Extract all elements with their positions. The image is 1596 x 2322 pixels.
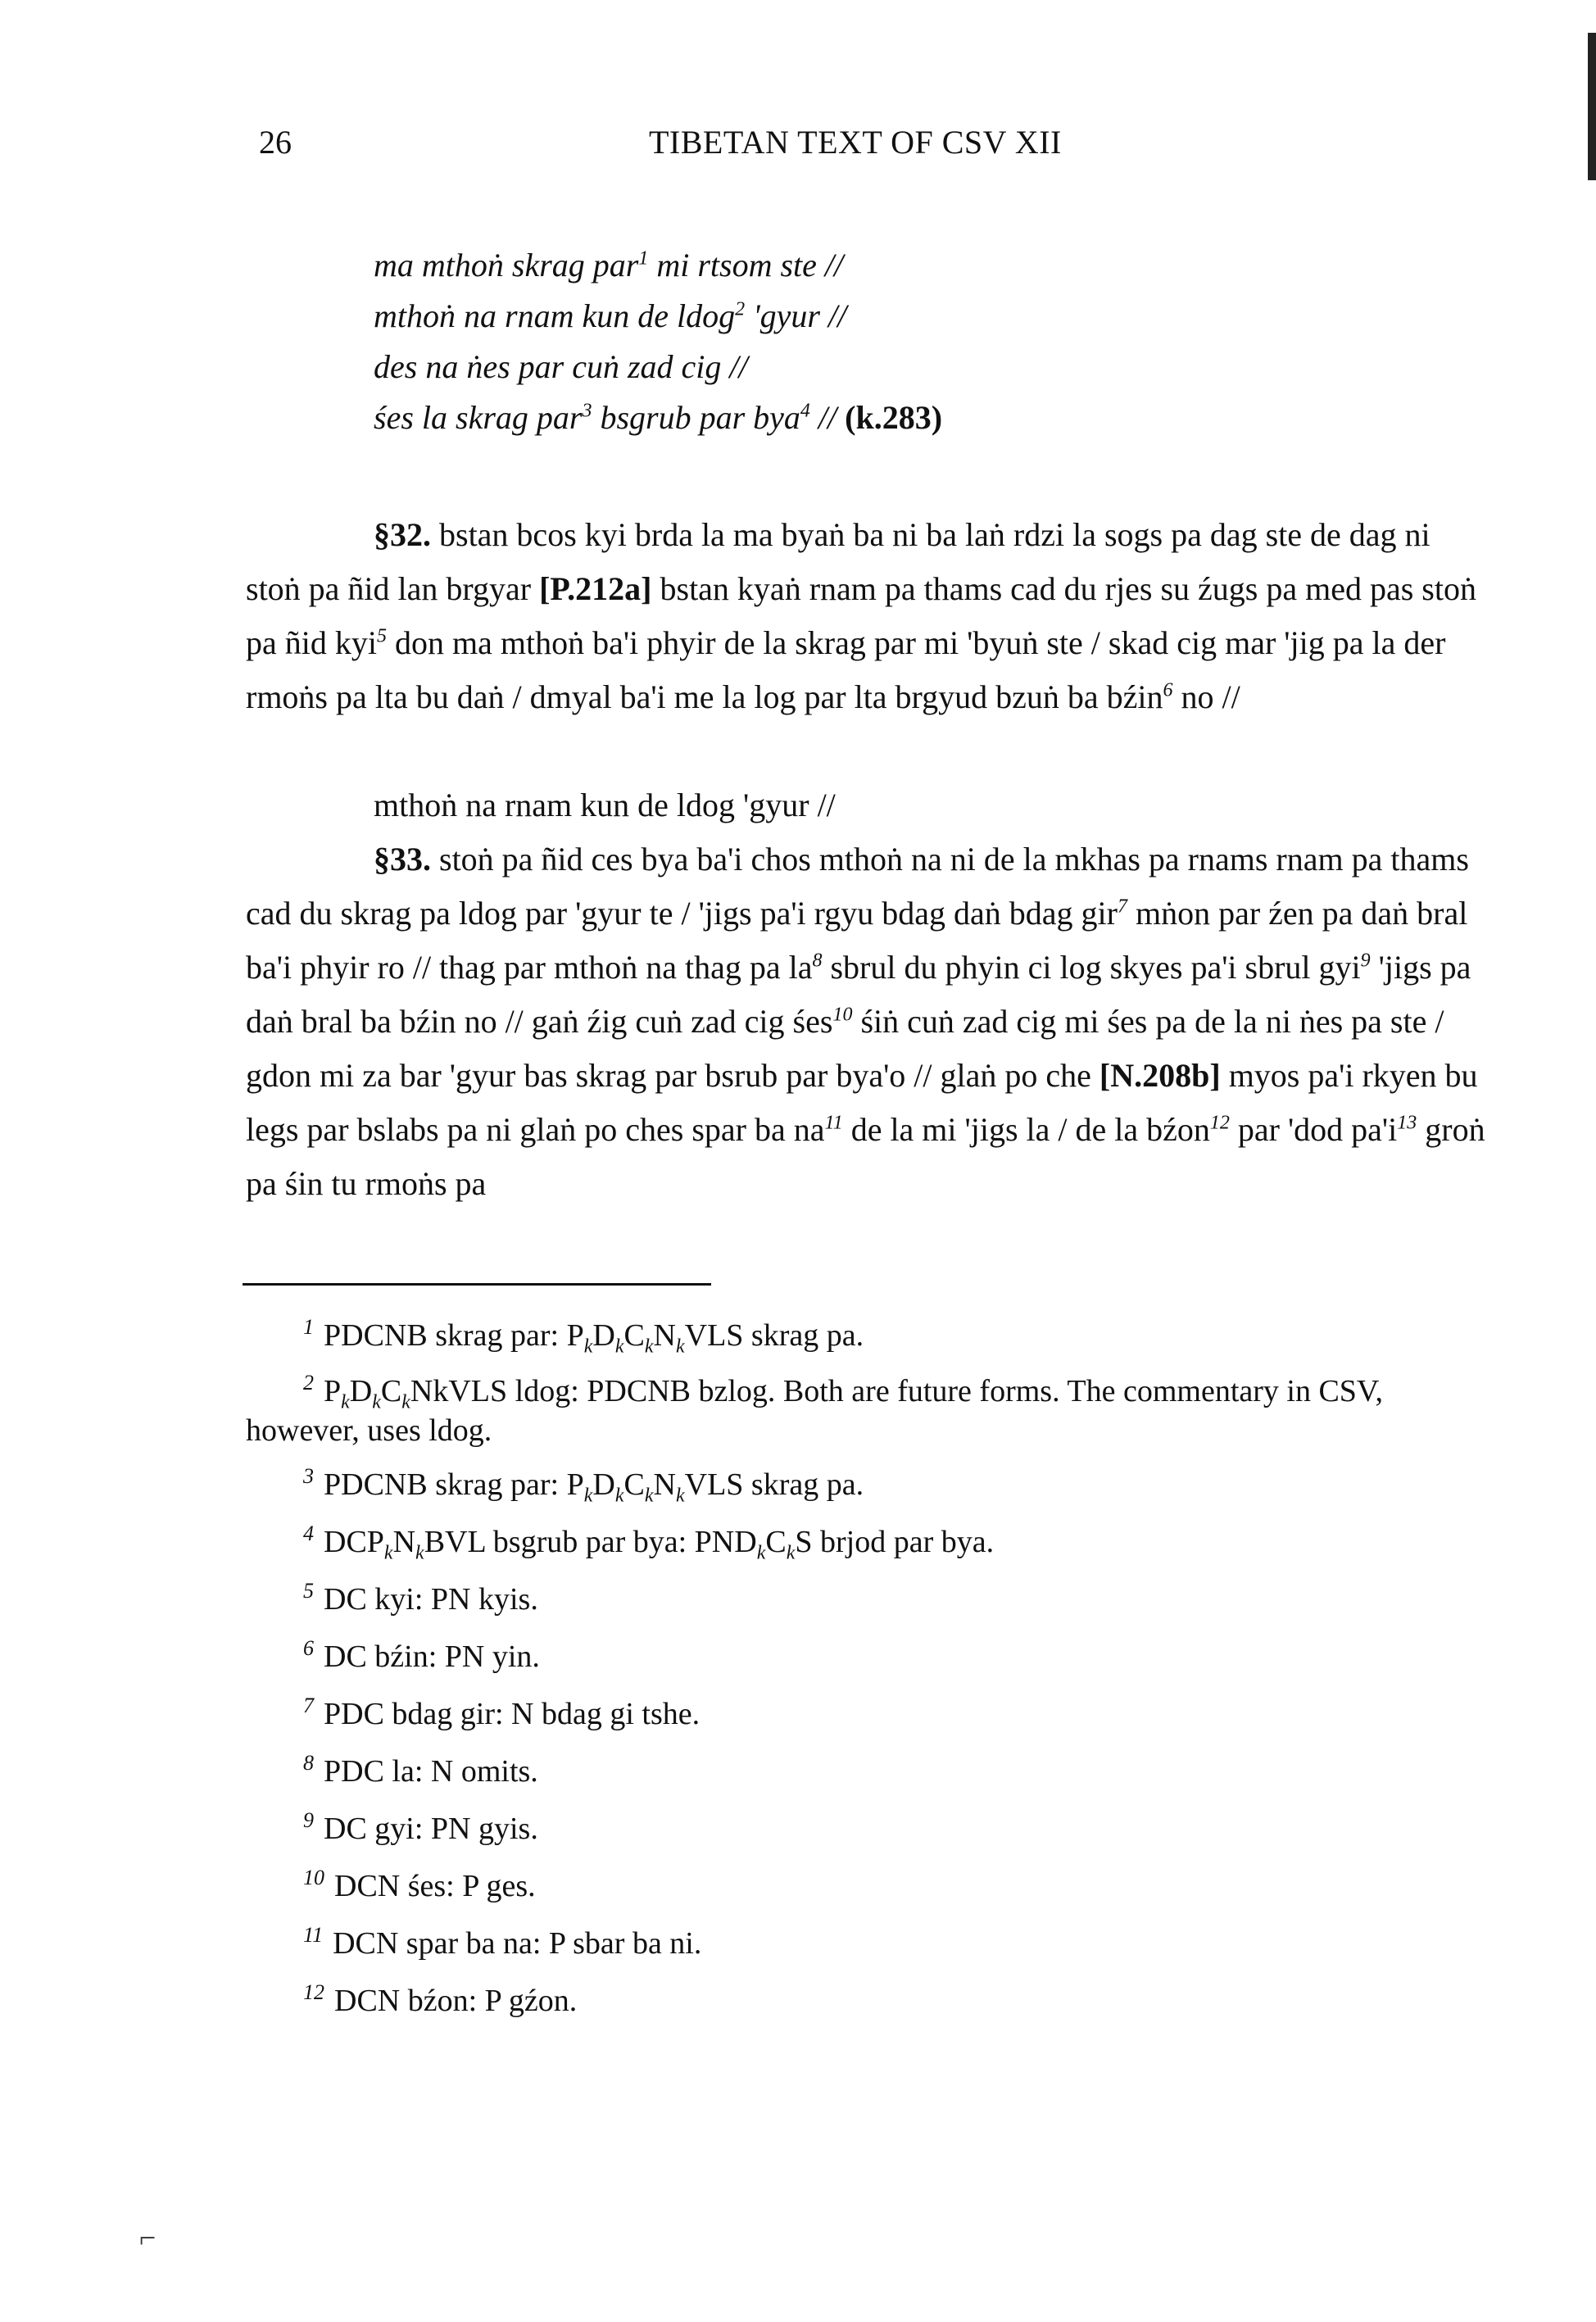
footnote-rule xyxy=(243,1283,711,1286)
verse-line: ma mthoṅ skrag par$^1$ mi rtsom ste // xyxy=(374,247,844,283)
folio-ref: [P.212a] xyxy=(539,570,652,607)
footnote: $^1$ PDCNB skrag par: $P_kD_kC_kN_kVLS$ skrag pa. xyxy=(303,1315,864,1358)
footnote: $^3$ PDCNB skrag par: $P_kD_kC_kN_kVLS$ skrag pa. xyxy=(303,1464,864,1507)
page-number: 26 xyxy=(259,124,292,161)
verse-line: mthoṅ na rnam kun de ldog$^2$ 'gyur // xyxy=(374,297,847,334)
footnote: $^{11}$ DCN spar ba na: P sbar ba ni. xyxy=(303,1923,702,1961)
folio-ref: (k.283) xyxy=(845,399,943,436)
footnote: $^4$ $DCP_kN_kBVL$ bsgrub par bya: $PND_kC_kS$ brjod par bya. xyxy=(303,1522,995,1564)
footnote: $^8$ PDC la: N omits. xyxy=(303,1751,538,1789)
verse-line: śes la skrag par$^3$ bsgrub par bya$^4$ // (k.283) xyxy=(374,399,943,436)
verse-line: des na ṅes par cuṅ zad cig // xyxy=(374,348,748,385)
scan-edge-shadow xyxy=(1588,33,1596,180)
running-title: TIBETAN TEXT OF CSV XII xyxy=(649,124,1062,161)
footnote: $^{12}$ DCN bźon: P gźon. xyxy=(303,1980,578,2018)
margin-mark: ⌐ xyxy=(139,2221,156,2254)
footnote: $^2$ $P_kD_kC_kNkVLS$ ldog: PDCNB bzlog. Both are future forms. The commentary in CSV, however, uses ldog. xyxy=(246,1371,1383,1448)
paragraph-32: §32. bstan bcos kyi brda la ma byaṅ ba ni ba laṅ rdzi la sogs pa dag ste de dag ni stoṅ pa ñid lan brgyar [P.212a] bstan kyaṅ rnam pa thams cad du rjes su źugs pa med pas stoṅ pa ñid kyi$^5$ don ma mthoṅ ba'i phyir de la skrag par mi 'byuṅ ste / skad cig mar 'jig pa la der rmoṅs pa lta bu daṅ / dmyal ba'i me la log par lta brgyud bzuṅ ba bźin$^6$ no // xyxy=(246,516,1476,715)
footnote: $^{10}$ DCN śes: P ges. xyxy=(303,1866,536,1903)
footnote: $^7$ PDC bdag gir: N bdag gi tshe. xyxy=(303,1694,701,1731)
folio-ref: [N.208b] xyxy=(1099,1057,1221,1094)
footnote: $^9$ DC gyi: PN gyis. xyxy=(303,1808,538,1846)
footnote: $^5$ DC kyi: PN kyis. xyxy=(303,1579,538,1617)
paragraph-33: §33. stoṅ pa ñid ces bya ba'i chos mthoṅ na ni de la mkhas pa rnams rnam pa thams cad du skrag pa ldog par 'gyur te / 'jigs pa'i rgyu bdag daṅ bdag gir$^7$ mṅon par źen pa daṅ bral ba'i phyir ro // thag par mthoṅ na thag pa $la^8$ sbrul du phyin ci log skyes pa'i sbrul gyi$^9$ 'jigs pa daṅ bral ba bźin no // gaṅ źig cuṅ zad cig śes$^{10}$ śiṅ cuṅ zad cig mi śes pa de la ni ṅes pa ste / gdon mi za bar 'gyur bas skrag par bsrub par bya'o // glaṅ po che [N.208b] myos pa'i rkyen bu legs par bslabs pa ni glaṅ po ches spar ba $na^{11}$ de la mi 'jigs la / de la bźon$^{12}$ par 'dod $pa'i^{13}$ groṅ pa śin tu rmoṅs pa xyxy=(246,841,1485,1202)
footnote: $^6$ DC bźin: PN yin. xyxy=(303,1636,540,1674)
quoted-line: mthoṅ na rnam kun de ldog 'gyur // xyxy=(374,787,836,823)
